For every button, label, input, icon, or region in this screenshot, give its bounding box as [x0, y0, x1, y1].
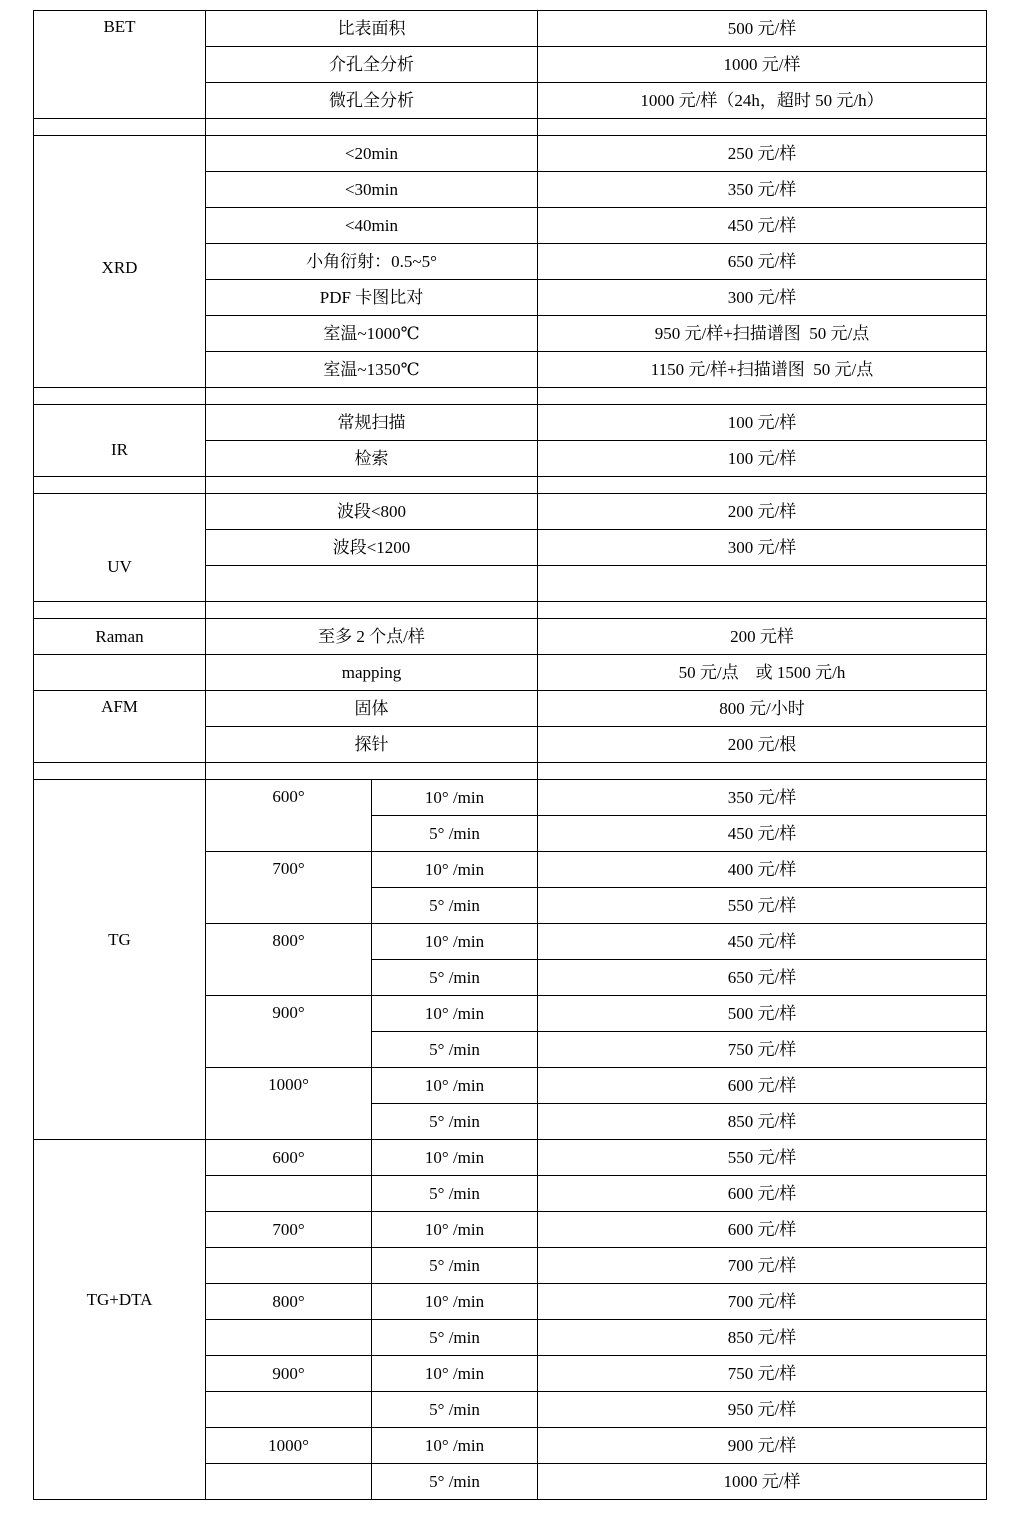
price-cell: 100 元/样	[538, 405, 987, 441]
rate-cell: 10° /min	[372, 1140, 538, 1176]
price-cell: 650 元/样	[538, 960, 987, 996]
price-cell: 1000 元/样	[538, 1464, 987, 1500]
price-cell: 300 元/样	[538, 280, 987, 316]
price-cell: 750 元/样	[538, 1032, 987, 1068]
empty-cell	[538, 602, 987, 619]
empty-cell	[206, 1248, 372, 1284]
section-label-tg-dta: TG+DTA	[34, 1140, 206, 1500]
price-cell: 800 元/小时	[538, 691, 987, 727]
rate-cell: 5° /min	[372, 960, 538, 996]
rate-cell: 10° /min	[372, 1428, 538, 1464]
section-label-xrd: XRD	[34, 136, 206, 388]
item-cell: 至多 2 个点/样	[206, 619, 538, 655]
spacer-row	[34, 602, 987, 619]
table-row	[34, 11, 987, 47]
section-label-tg: TG	[34, 780, 206, 1140]
price-table	[33, 10, 987, 1500]
empty-cell	[206, 1176, 372, 1212]
price-cell: 200 元/根	[538, 727, 987, 763]
rate-cell: 5° /min	[372, 1248, 538, 1284]
price-cell: 50 元/点 或 1500 元/h	[538, 655, 987, 691]
item-cell: PDF 卡图比对	[206, 280, 538, 316]
item-cell: 检索	[206, 441, 538, 477]
empty-cell	[206, 477, 538, 494]
price-cell: 950 元/样+扫描谱图 50 元/点	[538, 316, 987, 352]
rate-cell: 5° /min	[372, 1392, 538, 1428]
empty-cell	[206, 388, 538, 405]
item-cell: 介孔全分析	[206, 47, 538, 83]
item-cell: <40min	[206, 208, 538, 244]
section-label-raman: Raman	[34, 619, 206, 655]
price-cell: 200 元样	[538, 619, 987, 655]
rate-cell: 10° /min	[372, 852, 538, 888]
price-cell: 1000 元/样	[538, 47, 987, 83]
price-cell: 1000 元/样（24h，超时 50 元/h）	[538, 83, 987, 119]
section-label-uv: UV	[34, 494, 206, 602]
item-cell: 室温~1000℃	[206, 316, 538, 352]
rate-cell: 5° /min	[372, 1320, 538, 1356]
temp-cell: 900°	[206, 996, 372, 1068]
item-cell: mapping	[206, 655, 538, 691]
price-cell: 300 元/样	[538, 530, 987, 566]
temp-cell: 800°	[206, 1284, 372, 1320]
table-row	[34, 136, 987, 172]
item-cell: <20min	[206, 136, 538, 172]
price-cell: 200 元/样	[538, 494, 987, 530]
table-row	[34, 655, 987, 691]
item-cell: 波段<800	[206, 494, 538, 530]
table-row	[34, 780, 987, 816]
item-cell: 常规扫描	[206, 405, 538, 441]
temp-cell: 600°	[206, 780, 372, 852]
price-cell: 550 元/样	[538, 888, 987, 924]
price-cell: 600 元/样	[538, 1068, 987, 1104]
rate-cell: 10° /min	[372, 1356, 538, 1392]
empty-cell	[34, 388, 206, 405]
price-cell: 350 元/样	[538, 172, 987, 208]
price-cell: 550 元/样	[538, 1140, 987, 1176]
price-cell: 750 元/样	[538, 1356, 987, 1392]
price-cell: 400 元/样	[538, 852, 987, 888]
temp-cell: 600°	[206, 1140, 372, 1176]
empty-cell	[206, 763, 538, 780]
table-row	[34, 494, 987, 530]
item-cell: 固体	[206, 691, 538, 727]
empty-cell	[538, 763, 987, 780]
price-cell: 600 元/样	[538, 1176, 987, 1212]
price-cell: 700 元/样	[538, 1284, 987, 1320]
spacer-row	[34, 119, 987, 136]
empty-cell	[34, 119, 206, 136]
item-cell: 微孔全分析	[206, 83, 538, 119]
item-cell: 室温~1350℃	[206, 352, 538, 388]
price-cell: 500 元/样	[538, 11, 987, 47]
price-cell: 850 元/样	[538, 1104, 987, 1140]
rate-cell: 10° /min	[372, 1212, 538, 1248]
rate-cell: 5° /min	[372, 1176, 538, 1212]
price-cell: 850 元/样	[538, 1320, 987, 1356]
empty-cell	[34, 763, 206, 780]
table-row	[34, 1140, 987, 1176]
item-cell: 探针	[206, 727, 538, 763]
empty-cell	[34, 477, 206, 494]
temp-cell: 1000°	[206, 1068, 372, 1140]
price-cell: 1150 元/样+扫描谱图 50 元/点	[538, 352, 987, 388]
price-cell: 450 元/样	[538, 816, 987, 852]
rate-cell: 10° /min	[372, 1284, 538, 1320]
item-cell: 比表面积	[206, 11, 538, 47]
rate-cell: 5° /min	[372, 816, 538, 852]
price-cell: 900 元/样	[538, 1428, 987, 1464]
price-cell: 700 元/样	[538, 1248, 987, 1284]
empty-cell	[206, 1320, 372, 1356]
empty-cell	[538, 477, 987, 494]
section-label-ir: IR	[34, 405, 206, 477]
empty-cell	[206, 119, 538, 136]
empty-cell	[206, 1392, 372, 1428]
rate-cell: 10° /min	[372, 996, 538, 1032]
temp-cell: 700°	[206, 852, 372, 924]
price-cell: 350 元/样	[538, 780, 987, 816]
price-cell: 650 元/样	[538, 244, 987, 280]
table-row	[34, 619, 987, 655]
spacer-row	[34, 388, 987, 405]
empty-cell	[538, 119, 987, 136]
item-cell: <30min	[206, 172, 538, 208]
rate-cell: 10° /min	[372, 780, 538, 816]
section-label-bet: BET	[34, 11, 206, 119]
empty-cell	[206, 602, 538, 619]
empty-cell	[206, 1464, 372, 1500]
table-row	[34, 405, 987, 441]
rate-cell: 10° /min	[372, 924, 538, 960]
price-cell: 600 元/样	[538, 1212, 987, 1248]
temp-cell: 700°	[206, 1212, 372, 1248]
section-label-afm: AFM	[34, 691, 206, 763]
price-cell: 450 元/样	[538, 924, 987, 960]
item-cell: 波段<1200	[206, 530, 538, 566]
price-cell: 250 元/样	[538, 136, 987, 172]
temp-cell: 800°	[206, 924, 372, 996]
rate-cell: 10° /min	[372, 1068, 538, 1104]
spacer-row	[34, 477, 987, 494]
empty-cell	[34, 655, 206, 691]
rate-cell: 5° /min	[372, 1032, 538, 1068]
rate-cell: 5° /min	[372, 1104, 538, 1140]
item-cell: 小角衍射：0.5~5°	[206, 244, 538, 280]
spacer-row	[34, 763, 987, 780]
empty-cell	[206, 566, 538, 602]
temp-cell: 1000°	[206, 1428, 372, 1464]
empty-cell	[538, 566, 987, 602]
price-cell: 500 元/样	[538, 996, 987, 1032]
empty-cell	[34, 602, 206, 619]
table-row	[34, 691, 987, 727]
rate-cell: 5° /min	[372, 1464, 538, 1500]
price-cell: 950 元/样	[538, 1392, 987, 1428]
empty-cell	[538, 388, 987, 405]
price-cell: 450 元/样	[538, 208, 987, 244]
rate-cell: 5° /min	[372, 888, 538, 924]
price-cell: 100 元/样	[538, 441, 987, 477]
temp-cell: 900°	[206, 1356, 372, 1392]
